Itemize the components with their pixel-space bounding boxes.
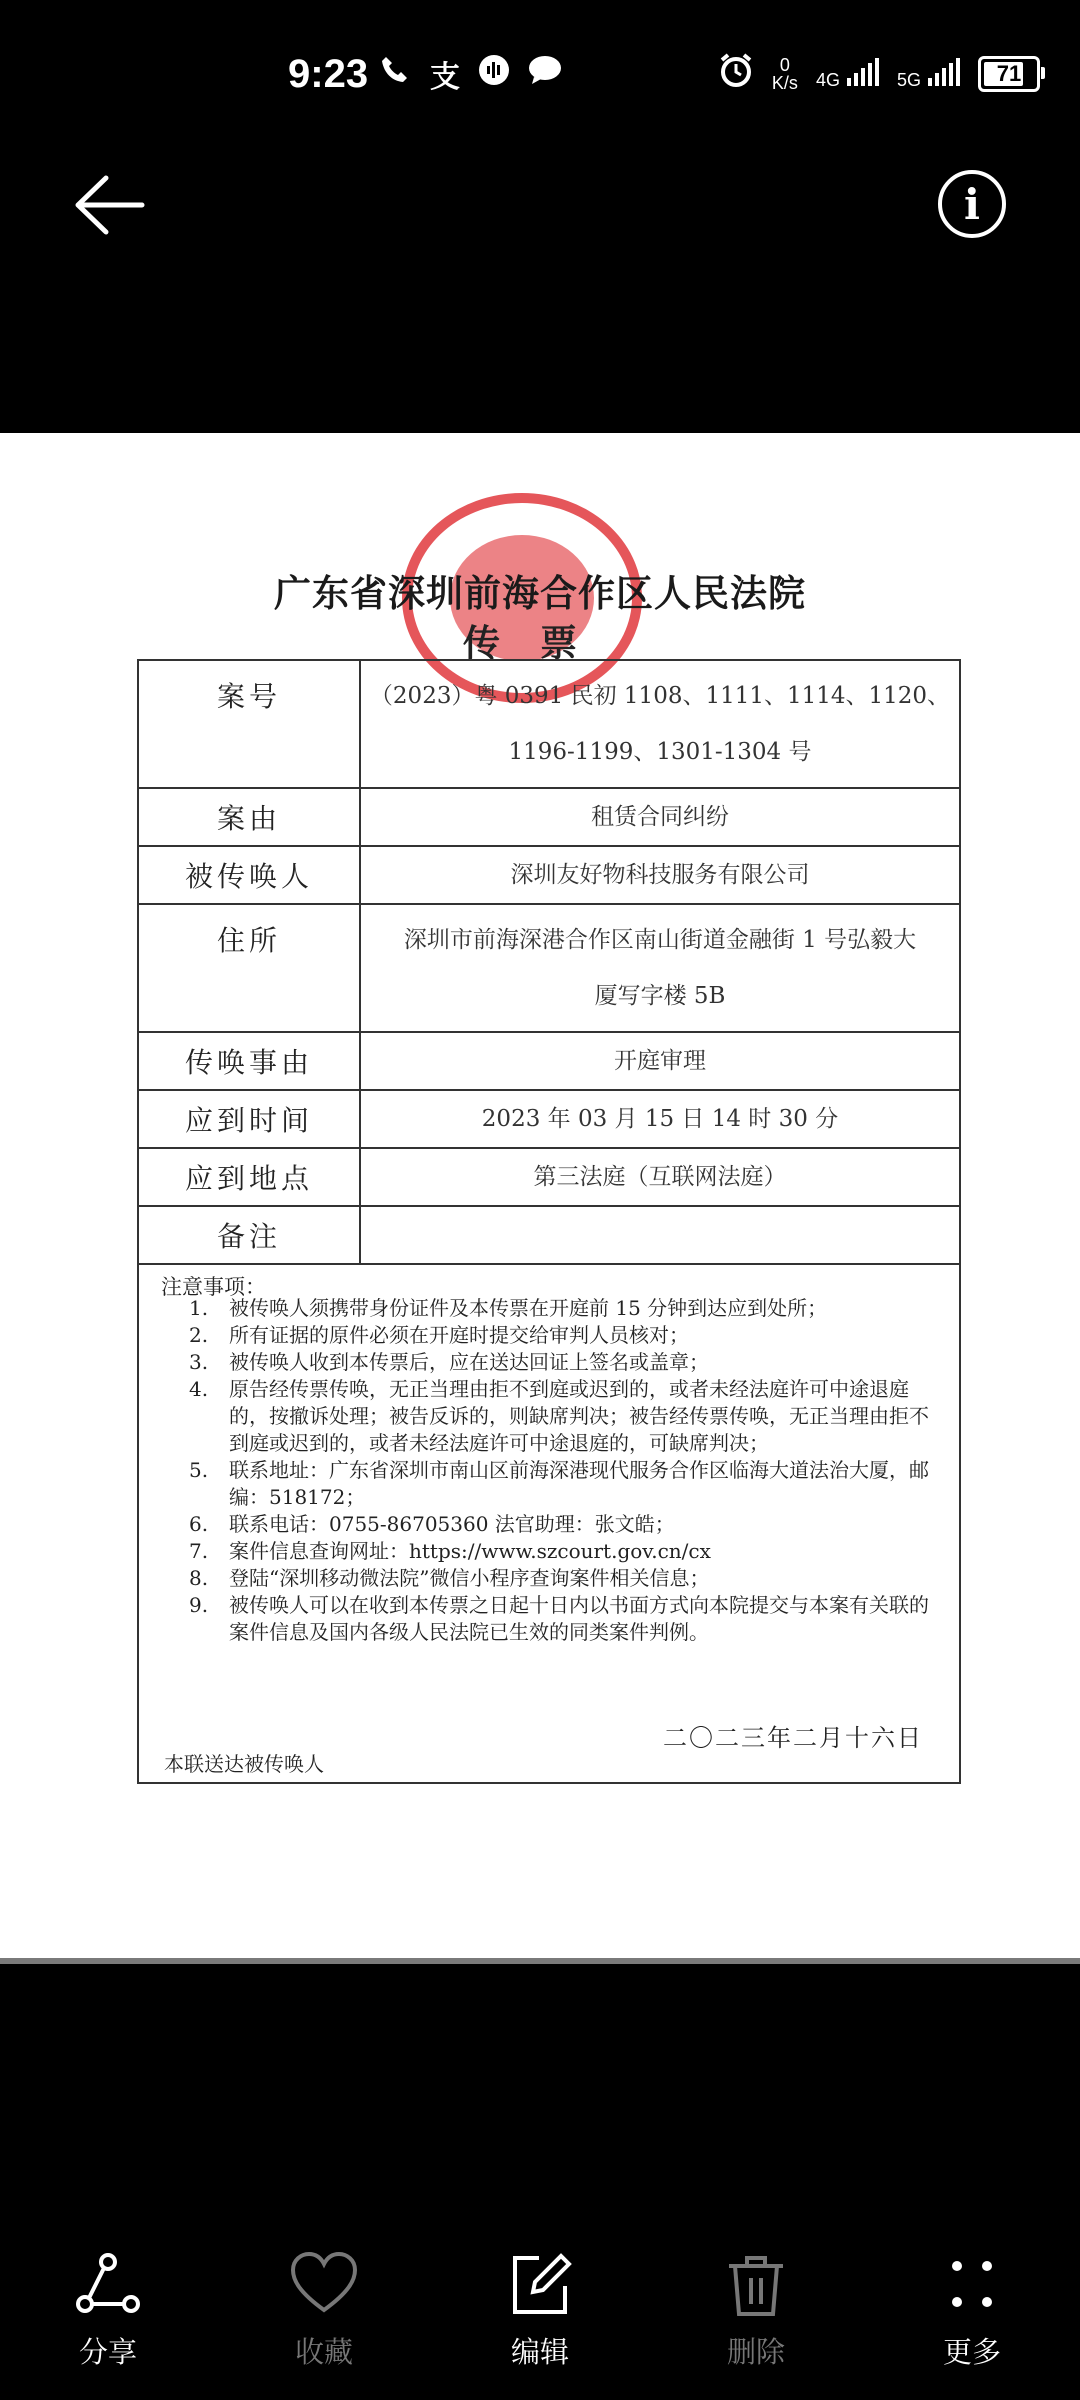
bottom-toolbar: [0, 2250, 1080, 2380]
status-time: 9:23: [288, 52, 369, 96]
trash-icon: [721, 2250, 791, 2320]
divider: [0, 1958, 1080, 1964]
more-dots-icon: [937, 2250, 1007, 2320]
signal-bars-icon: [847, 58, 879, 86]
signal-5g: 5G: [897, 58, 960, 91]
battery-icon: 71: [978, 56, 1040, 92]
label-case-no: 案号: [138, 660, 360, 788]
wifi-call-icon: [378, 53, 412, 96]
doc-type: 传票: [463, 622, 617, 665]
share-icon: [73, 2250, 143, 2320]
message-icon: [528, 54, 562, 94]
back-arrow-icon[interactable]: [70, 170, 150, 240]
footnote: 本联送达被传唤人: [164, 1752, 324, 1776]
row-time: 应到时间 2023 年 03 月 15 日 14 时 30 分: [138, 1090, 960, 1148]
notes-title: 注意事项：: [161, 1275, 266, 1299]
row-cause: 案由 租赁合同纠纷: [138, 788, 960, 846]
edit-button[interactable]: 编辑: [432, 2250, 648, 2380]
signal-4g: 4G: [816, 58, 879, 91]
edit-icon: [505, 2250, 575, 2320]
note-item: 4. 原告经传票传唤，无正当理由拒不到庭或迟到的，或者未经法庭许可中途退庭的，按撤诉处理；被告反诉的，则缺席判决；被告经传票传唤，无正当理由拒不到庭或迟到的，或者未经法庭许可中途退庭的，可缺席判决；: [189, 1377, 929, 1455]
favorite-button[interactable]: 收藏: [216, 2250, 432, 2380]
note-item: 8. 登陆“深圳移动微法院”微信小程序查询案件相关信息；: [189, 1566, 710, 1590]
note-item: 3. 被传唤人收到本传票后，应在送达回证上签名或盖章；: [189, 1350, 709, 1374]
voice-app-icon: [478, 54, 510, 95]
row-reason: 传唤事由 开庭审理: [138, 1032, 960, 1090]
alipay-icon: 支: [430, 60, 460, 95]
more-button[interactable]: 更多: [864, 2250, 1080, 2380]
alarm-icon: [718, 52, 754, 96]
net-speed: 0 K/s: [771, 55, 798, 93]
heart-icon: [289, 2250, 359, 2320]
value-case-no: （2023）粤 0391 民初 1108、1111、1114、1120、 1196-1199、1301-1304 号: [360, 660, 960, 788]
note-item: 6. 联系电话：0755-86705360 法官助理：张文皓；: [189, 1512, 675, 1536]
delete-button[interactable]: 删除: [648, 2250, 864, 2380]
summons-table: [137, 659, 961, 1784]
row-remarks: 备注: [138, 1206, 960, 1264]
document-image: [0, 433, 1080, 1960]
row-case-no: [138, 660, 960, 788]
court-name: 广东省深圳前海合作区人民法院: [274, 572, 806, 615]
row-place: 应到地点 第三法庭（互联网法庭）: [138, 1148, 960, 1206]
status-bar: [0, 0, 1080, 160]
row-summoned: 被传唤人 深圳友好物科技服务有限公司: [138, 846, 960, 904]
note-item: 9. 被传唤人可以在收到本传票之日起十日内以书面方式向本院提交与本案有关联的案件信息及国内各级人民法院已生效的同类案件判例。: [189, 1593, 929, 1644]
row-address: 住所 深圳市前海深港合作区南山街道金融街 1 号弘毅大 厦写字楼 5B: [138, 904, 960, 1032]
info-icon[interactable]: i: [938, 170, 1006, 238]
notes-list: [189, 1295, 939, 1646]
note-item: 1. 被传唤人须携带身份证件及本传票在开庭前 15 分钟到达应到处所；: [189, 1296, 828, 1320]
signal-bars-icon: [928, 58, 960, 86]
issue-date: 二〇二三年二月十六日: [663, 1724, 923, 1752]
row-notes: [138, 1264, 960, 1783]
note-item: 5. 联系地址：广东省深圳市南山区前海深港现代服务合作区临海大道法治大厦，邮编：518172；: [189, 1458, 929, 1509]
share-button[interactable]: 分享: [0, 2250, 216, 2380]
note-item: 2. 所有证据的原件必须在开庭时提交给审判人员核对；: [189, 1323, 689, 1347]
note-item: 7. 案件信息查询网址：https://www.szcourt.gov.cn/cx: [189, 1539, 711, 1563]
